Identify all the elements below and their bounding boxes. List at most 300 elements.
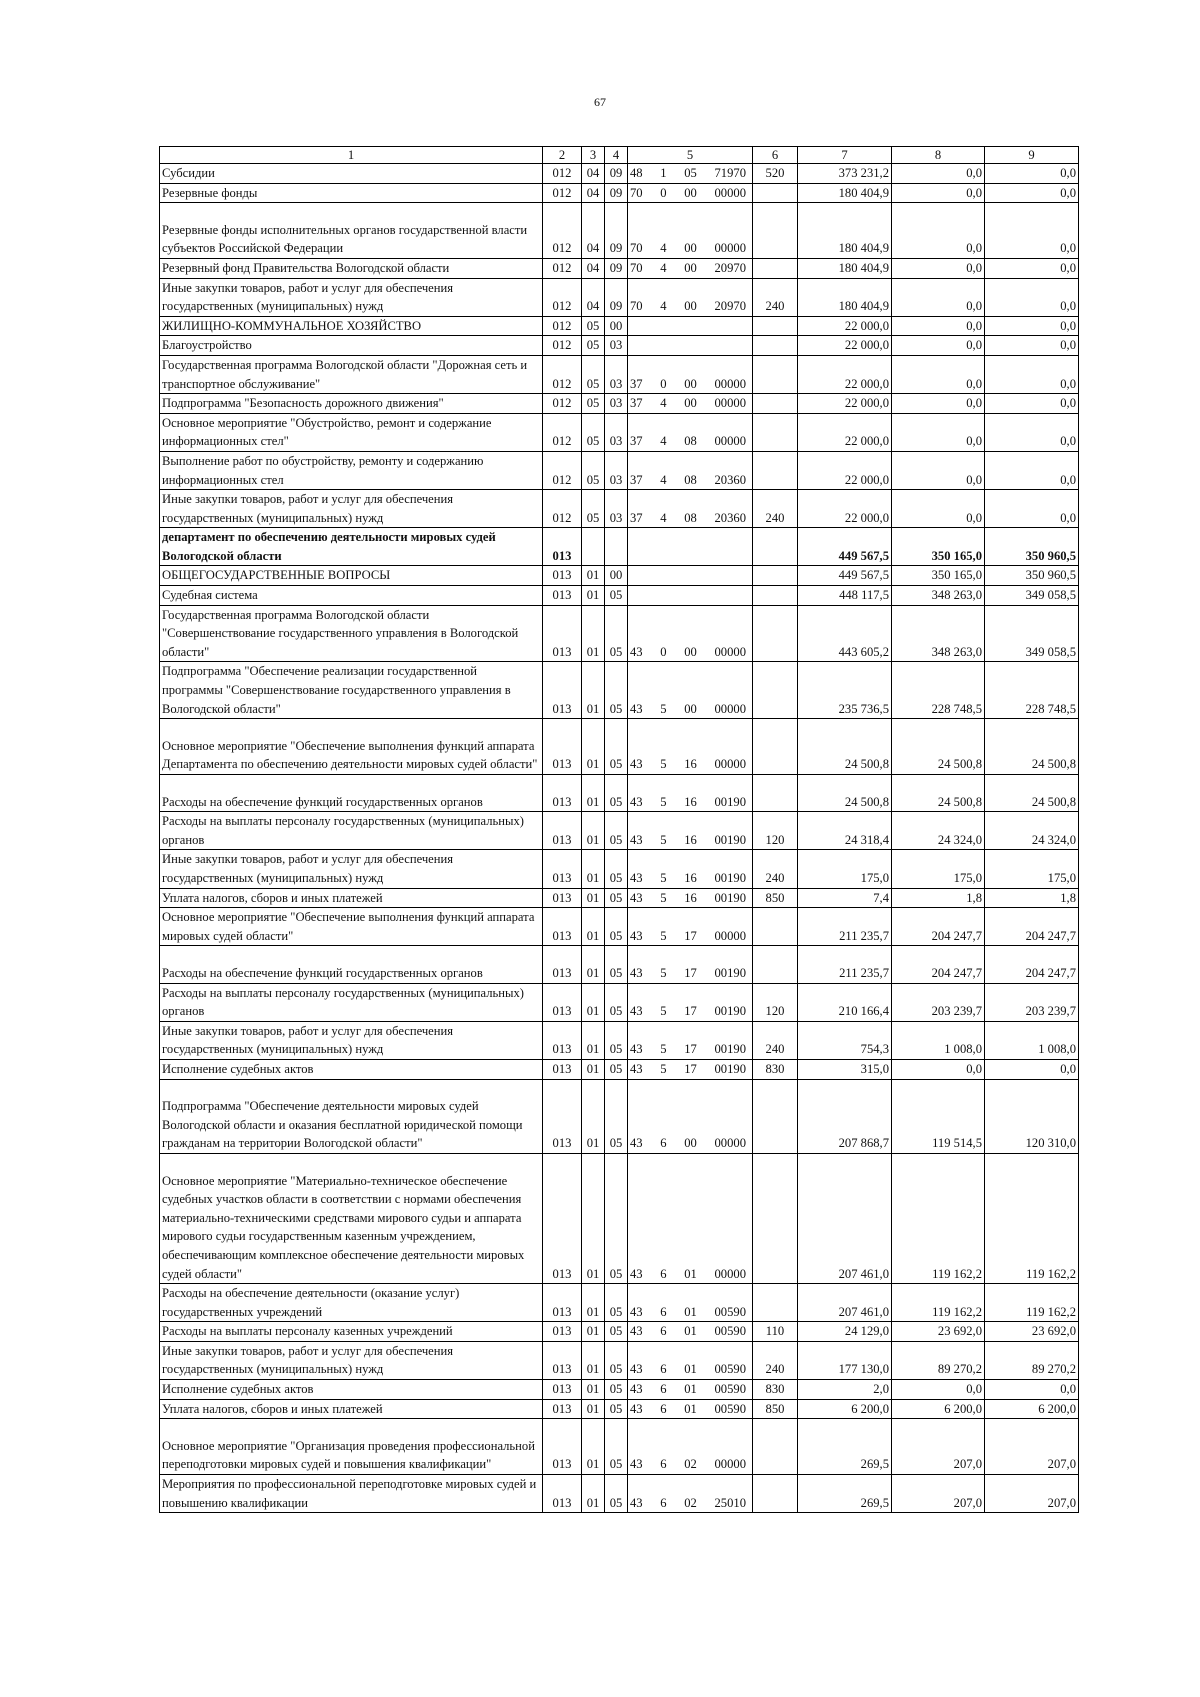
row-target-article xyxy=(628,490,753,528)
row-ministry-code: 013 xyxy=(543,1399,582,1419)
header-row xyxy=(160,147,1079,164)
row-description: Основное мероприятие "Обеспечение выполнения функций аппарата Департамента по обеспечению деятельности мировых судей области" xyxy=(160,719,543,775)
code-part: 70 xyxy=(630,299,643,314)
row-subsection-code: 05 xyxy=(605,1284,628,1322)
table-row xyxy=(160,258,1079,278)
row-subsection-code: 00 xyxy=(605,566,628,586)
row-ministry-code: 013 xyxy=(543,983,582,1021)
row-subsection-code: 05 xyxy=(605,1419,628,1475)
row-target-article xyxy=(628,528,753,566)
row-amount-year3: 1 008,0 xyxy=(985,1021,1079,1059)
row-amount-year2: 119 162,2 xyxy=(892,1153,985,1283)
row-amount-year3: 175,0 xyxy=(985,850,1079,888)
code-part: 6 xyxy=(660,1304,667,1319)
code-part: 00000 xyxy=(714,376,746,391)
row-section-code: 01 xyxy=(582,812,605,850)
row-subsection-code: 00 xyxy=(605,316,628,336)
row-description: Основное мероприятие "Организация проведения профессиональной переподготовки мировых судей и повышения квалификации" xyxy=(160,1419,543,1475)
row-description: ЖИЛИЩНО-КОММУНАЛЬНОЕ ХОЗЯЙСТВО xyxy=(160,316,543,336)
row-amount-year2: 24 324,0 xyxy=(892,812,985,850)
table-row xyxy=(160,983,1079,1021)
row-expense-type xyxy=(753,258,798,278)
code-part: 00590 xyxy=(714,1401,746,1416)
table-row xyxy=(160,1380,1079,1400)
row-description: Резервные фонды исполнительных органов государственной власти субъектов Российской Федерации xyxy=(160,203,543,259)
code-part: 4 xyxy=(660,299,667,314)
code-part: 05 xyxy=(684,166,697,180)
row-subsection-code: 09 xyxy=(605,164,628,184)
row-target-article xyxy=(628,336,753,356)
table-row xyxy=(160,888,1079,908)
row-amount-year2: 1,8 xyxy=(892,888,985,908)
target-article-code xyxy=(630,375,750,394)
row-expense-type xyxy=(753,316,798,336)
header-cell: 9 xyxy=(985,147,1079,164)
table-row xyxy=(160,451,1079,489)
row-amount-year2: 23 692,0 xyxy=(892,1322,985,1342)
row-amount-year2: 6 200,0 xyxy=(892,1399,985,1419)
code-part: 00190 xyxy=(714,965,746,980)
row-amount-year3: 207,0 xyxy=(985,1475,1079,1513)
code-part: 37 xyxy=(630,472,643,487)
row-subsection-code: 05 xyxy=(605,1059,628,1079)
row-expense-type xyxy=(753,355,798,393)
code-part: 43 xyxy=(630,757,643,772)
row-amount-year2: 348 263,0 xyxy=(892,605,985,662)
row-ministry-code: 013 xyxy=(543,1380,582,1400)
row-expense-type xyxy=(753,719,798,775)
row-amount-year2: 0,0 xyxy=(892,203,985,259)
row-amount-year2: 0,0 xyxy=(892,1380,985,1400)
row-expense-type: 120 xyxy=(753,812,798,850)
row-amount-year3: 120 310,0 xyxy=(985,1079,1079,1153)
row-amount-year1: 22 000,0 xyxy=(798,336,892,356)
code-part: 37 xyxy=(630,434,643,449)
code-part: 43 xyxy=(630,965,643,980)
row-amount-year1: 2,0 xyxy=(798,1380,892,1400)
row-section-code: 01 xyxy=(582,946,605,983)
row-ministry-code: 012 xyxy=(543,336,582,356)
row-section-code: 05 xyxy=(582,394,605,414)
code-part: 20970 xyxy=(714,299,746,314)
code-part: 20360 xyxy=(714,472,746,487)
row-ministry-code: 013 xyxy=(543,1021,582,1059)
row-target-article xyxy=(628,566,753,586)
row-amount-year3: 24 500,8 xyxy=(985,775,1079,812)
row-target-article xyxy=(628,278,753,316)
row-section-code: 01 xyxy=(582,1079,605,1153)
row-section-code: 05 xyxy=(582,451,605,489)
code-part: 5 xyxy=(660,1004,667,1019)
code-part: 5 xyxy=(660,757,667,772)
table-row xyxy=(160,605,1079,662)
row-amount-year1: 22 000,0 xyxy=(798,355,892,393)
row-subsection-code: 05 xyxy=(605,1475,628,1513)
table-row xyxy=(160,355,1079,393)
row-amount-year2: 0,0 xyxy=(892,316,985,336)
row-description: департамент по обеспечению деятельности мировых судей Вологодской области xyxy=(160,528,543,566)
header-cell: 3 xyxy=(582,147,605,164)
code-part: 00000 xyxy=(714,185,746,200)
target-article-code xyxy=(630,831,750,850)
row-amount-year3: 24 324,0 xyxy=(985,812,1079,850)
row-subsection-code: 03 xyxy=(605,490,628,528)
code-part: 00 xyxy=(684,701,697,716)
code-part: 00590 xyxy=(714,1362,746,1377)
row-amount-year2: 0,0 xyxy=(892,490,985,528)
code-part: 5 xyxy=(660,871,667,885)
code-part: 01 xyxy=(684,1382,697,1397)
target-article-code xyxy=(630,394,750,413)
row-amount-year3: 1,8 xyxy=(985,888,1079,908)
row-amount-year1: 180 404,9 xyxy=(798,258,892,278)
target-article-code xyxy=(630,869,750,888)
code-part: 6 xyxy=(660,1495,667,1510)
row-amount-year3: 0,0 xyxy=(985,1059,1079,1079)
row-target-article xyxy=(628,908,753,946)
row-section-code: 05 xyxy=(582,355,605,393)
row-section-code: 01 xyxy=(582,1419,605,1475)
row-expense-type: 120 xyxy=(753,983,798,1021)
row-subsection-code: 05 xyxy=(605,775,628,812)
row-target-article xyxy=(628,1059,753,1079)
code-part: 00590 xyxy=(714,1382,746,1397)
code-part: 4 xyxy=(660,434,667,449)
row-amount-year3: 0,0 xyxy=(985,203,1079,259)
code-part: 6 xyxy=(660,1136,667,1151)
row-description: Субсидии xyxy=(160,164,543,184)
row-subsection-code: 05 xyxy=(605,586,628,606)
target-article-code xyxy=(630,432,750,451)
table-row xyxy=(160,1322,1079,1342)
code-part: 43 xyxy=(630,794,643,809)
row-amount-year1: 24 129,0 xyxy=(798,1322,892,1342)
row-expense-type xyxy=(753,183,798,203)
code-part: 20360 xyxy=(714,510,746,525)
row-amount-year1: 207 461,0 xyxy=(798,1153,892,1283)
row-amount-year3: 0,0 xyxy=(985,278,1079,316)
code-part: 08 xyxy=(684,472,697,487)
row-subsection-code: 05 xyxy=(605,605,628,662)
row-amount-year1: 373 231,2 xyxy=(798,164,892,184)
row-ministry-code: 012 xyxy=(543,203,582,259)
table-row xyxy=(160,490,1079,528)
code-part: 0 xyxy=(660,376,667,391)
table-row xyxy=(160,1284,1079,1322)
row-section-code: 01 xyxy=(582,662,605,719)
row-amount-year2: 350 165,0 xyxy=(892,528,985,566)
target-article-code xyxy=(630,239,750,258)
code-part: 00 xyxy=(684,299,697,314)
target-article-code xyxy=(630,471,750,490)
table-row xyxy=(160,908,1079,946)
table-row xyxy=(160,164,1079,184)
code-part: 43 xyxy=(630,1304,643,1319)
row-expense-type: 110 xyxy=(753,1322,798,1342)
code-part: 17 xyxy=(684,1061,697,1076)
row-ministry-code: 013 xyxy=(543,1322,582,1342)
table-row xyxy=(160,850,1079,888)
code-part: 01 xyxy=(684,1304,697,1319)
row-amount-year2: 0,0 xyxy=(892,1059,985,1079)
row-description: Государственная программа Вологодской области "Совершенствование государственного управления в Вологодской области" xyxy=(160,605,543,662)
row-target-article xyxy=(628,164,753,184)
row-amount-year2: 1 008,0 xyxy=(892,1021,985,1059)
row-target-article xyxy=(628,1322,753,1342)
target-article-code xyxy=(630,297,750,316)
table-row xyxy=(160,316,1079,336)
row-amount-year2: 204 247,7 xyxy=(892,908,985,946)
row-expense-type: 830 xyxy=(753,1059,798,1079)
row-amount-year1: 180 404,9 xyxy=(798,183,892,203)
code-part: 01 xyxy=(684,1266,697,1281)
code-part: 43 xyxy=(630,1042,643,1057)
target-article-code xyxy=(630,1380,750,1399)
table-row xyxy=(160,586,1079,606)
code-part: 01 xyxy=(684,1401,697,1416)
target-article-code xyxy=(630,1322,750,1341)
code-part: 6 xyxy=(660,1382,667,1397)
row-target-article xyxy=(628,316,753,336)
code-part: 4 xyxy=(660,241,667,256)
row-ministry-code: 013 xyxy=(543,605,582,662)
row-section-code: 04 xyxy=(582,183,605,203)
code-part: 4 xyxy=(660,396,667,411)
row-expense-type xyxy=(753,1419,798,1475)
row-section-code: 01 xyxy=(582,888,605,908)
row-amount-year3: 228 748,5 xyxy=(985,662,1079,719)
row-amount-year1: 175,0 xyxy=(798,850,892,888)
row-amount-year1: 207 461,0 xyxy=(798,1284,892,1322)
code-part: 5 xyxy=(660,701,667,716)
row-description: Иные закупки товаров, работ и услуг для обеспечения государственных (муниципальных) нужд xyxy=(160,278,543,316)
row-amount-year1: 24 500,8 xyxy=(798,775,892,812)
row-amount-year3: 0,0 xyxy=(985,258,1079,278)
row-amount-year3: 350 960,5 xyxy=(985,566,1079,586)
row-amount-year3: 0,0 xyxy=(985,336,1079,356)
row-target-article xyxy=(628,451,753,489)
code-part: 5 xyxy=(660,1042,667,1057)
row-section-code: 01 xyxy=(582,586,605,606)
row-amount-year1: 448 117,5 xyxy=(798,586,892,606)
row-description: Подпрограмма "Обеспечение реализации государственной программы "Совершенствование государственного управления в Вологодской области" xyxy=(160,662,543,719)
row-expense-type: 240 xyxy=(753,490,798,528)
row-section-code: 01 xyxy=(582,983,605,1021)
row-section-code: 01 xyxy=(582,908,605,946)
code-part: 70 xyxy=(630,241,643,256)
row-target-article xyxy=(628,1079,753,1153)
row-description: Благоустройство xyxy=(160,336,543,356)
code-part: 4 xyxy=(660,510,667,525)
target-article-code xyxy=(630,643,750,662)
row-target-article xyxy=(628,983,753,1021)
row-amount-year2: 207,0 xyxy=(892,1475,985,1513)
row-ministry-code: 013 xyxy=(543,1419,582,1475)
row-amount-year3: 24 500,8 xyxy=(985,719,1079,775)
target-article-code xyxy=(630,1455,750,1474)
row-target-article xyxy=(628,355,753,393)
code-part: 43 xyxy=(630,644,643,659)
row-subsection-code: 05 xyxy=(605,908,628,946)
row-amount-year1: 22 000,0 xyxy=(798,394,892,414)
code-part: 43 xyxy=(630,701,643,716)
row-amount-year2: 204 247,7 xyxy=(892,946,985,983)
code-part: 43 xyxy=(630,832,643,847)
code-part: 0 xyxy=(660,644,667,659)
budget-table-container xyxy=(159,146,1078,1513)
table-body xyxy=(160,164,1079,1513)
row-amount-year3: 349 058,5 xyxy=(985,586,1079,606)
code-part: 43 xyxy=(630,871,643,885)
row-amount-year2: 175,0 xyxy=(892,850,985,888)
code-part: 37 xyxy=(630,510,643,525)
target-article-code xyxy=(630,1040,750,1059)
row-subsection-code: 03 xyxy=(605,451,628,489)
row-expense-type: 240 xyxy=(753,1341,798,1379)
row-ministry-code: 012 xyxy=(543,278,582,316)
header-cell: 2 xyxy=(543,147,582,164)
row-expense-type xyxy=(753,528,798,566)
row-description: Судебная система xyxy=(160,586,543,606)
row-description: Резервные фонды xyxy=(160,183,543,203)
row-subsection-code: 05 xyxy=(605,850,628,888)
row-amount-year2: 119 514,5 xyxy=(892,1079,985,1153)
code-part: 0 xyxy=(660,185,667,200)
row-expense-type xyxy=(753,586,798,606)
row-amount-year3: 204 247,7 xyxy=(985,908,1079,946)
row-description: Уплата налогов, сборов и иных платежей xyxy=(160,888,543,908)
page-number: 67 xyxy=(594,95,606,109)
row-description: Иные закупки товаров, работ и услуг для обеспечения государственных (муниципальных) нужд xyxy=(160,1341,543,1379)
row-ministry-code: 013 xyxy=(543,719,582,775)
row-subsection-code: 05 xyxy=(605,1021,628,1059)
row-target-article xyxy=(628,1284,753,1322)
row-amount-year1: 177 130,0 xyxy=(798,1341,892,1379)
row-subsection-code: 05 xyxy=(605,662,628,719)
row-amount-year2: 0,0 xyxy=(892,278,985,316)
row-amount-year3: 207,0 xyxy=(985,1419,1079,1475)
row-section-code: 01 xyxy=(582,775,605,812)
row-amount-year3: 89 270,2 xyxy=(985,1341,1079,1379)
code-part: 17 xyxy=(684,1042,697,1057)
row-amount-year1: 443 605,2 xyxy=(798,605,892,662)
target-article-code xyxy=(630,1303,750,1322)
row-subsection-code: 05 xyxy=(605,1399,628,1419)
row-section-code: 01 xyxy=(582,1284,605,1322)
row-ministry-code: 012 xyxy=(543,183,582,203)
row-expense-type: 520 xyxy=(753,164,798,184)
row-amount-year1: 235 736,5 xyxy=(798,662,892,719)
code-part: 16 xyxy=(684,871,697,885)
row-ministry-code: 013 xyxy=(543,528,582,566)
row-amount-year2: 0,0 xyxy=(892,336,985,356)
code-part: 00 xyxy=(684,260,697,275)
row-target-article xyxy=(628,258,753,278)
row-ministry-code: 013 xyxy=(543,908,582,946)
row-description: Иные закупки товаров, работ и услуг для обеспечения государственных (муниципальных) нужд xyxy=(160,490,543,528)
row-description: Основное мероприятие "Обустройство, ремонт и содержание информационных стел" xyxy=(160,413,543,451)
table-row xyxy=(160,1153,1079,1283)
row-target-article xyxy=(628,812,753,850)
target-article-code xyxy=(630,164,750,183)
row-amount-year2: 24 500,8 xyxy=(892,775,985,812)
row-section-code: 01 xyxy=(582,1380,605,1400)
row-expense-type xyxy=(753,946,798,983)
row-section-code: 05 xyxy=(582,336,605,356)
row-amount-year1: 210 166,4 xyxy=(798,983,892,1021)
row-target-article xyxy=(628,605,753,662)
row-expense-type xyxy=(753,775,798,812)
code-part: 02 xyxy=(684,1457,697,1472)
row-expense-type xyxy=(753,336,798,356)
row-ministry-code: 013 xyxy=(543,586,582,606)
row-amount-year2: 0,0 xyxy=(892,413,985,451)
row-expense-type xyxy=(753,1284,798,1322)
code-part: 6 xyxy=(660,1401,667,1416)
row-expense-type xyxy=(753,908,798,946)
row-amount-year1: 211 235,7 xyxy=(798,946,892,983)
code-part: 25010 xyxy=(714,1495,746,1510)
row-ministry-code: 013 xyxy=(543,946,582,983)
code-part: 00000 xyxy=(714,1136,746,1151)
row-amount-year2: 0,0 xyxy=(892,355,985,393)
target-article-code xyxy=(630,509,750,528)
row-section-code: 04 xyxy=(582,164,605,184)
row-amount-year2: 203 239,7 xyxy=(892,983,985,1021)
row-expense-type xyxy=(753,566,798,586)
row-expense-type xyxy=(753,394,798,414)
code-part: 5 xyxy=(660,832,667,847)
code-part: 00590 xyxy=(714,1304,746,1319)
row-ministry-code: 012 xyxy=(543,355,582,393)
row-amount-year3: 0,0 xyxy=(985,413,1079,451)
row-description: Мероприятия по профессиональной переподготовке мировых судей и повышению квалификации xyxy=(160,1475,543,1513)
row-description: Исполнение судебных актов xyxy=(160,1380,543,1400)
row-expense-type xyxy=(753,1153,798,1283)
code-part: 43 xyxy=(630,1324,643,1339)
row-target-article xyxy=(628,203,753,259)
table-row xyxy=(160,203,1079,259)
row-ministry-code: 012 xyxy=(543,451,582,489)
table-row xyxy=(160,1021,1079,1059)
row-description: Расходы на выплаты персоналу государственных (муниципальных) органов xyxy=(160,983,543,1021)
code-part: 16 xyxy=(684,757,697,772)
code-part: 43 xyxy=(630,1362,643,1377)
row-section-code: 01 xyxy=(582,1021,605,1059)
row-amount-year1: 269,5 xyxy=(798,1475,892,1513)
row-description: Подпрограмма "Обеспечение деятельности мировых судей Вологодской области и оказания бесплатной юридической помощи гражданам на территории Вологодской области" xyxy=(160,1079,543,1153)
row-amount-year1: 24 318,4 xyxy=(798,812,892,850)
table-row xyxy=(160,278,1079,316)
row-target-article xyxy=(628,775,753,812)
code-part: 43 xyxy=(630,1061,643,1076)
target-article-code xyxy=(630,1494,750,1513)
row-ministry-code: 012 xyxy=(543,490,582,528)
target-article-code xyxy=(630,755,750,774)
table-row xyxy=(160,394,1079,414)
row-ministry-code: 013 xyxy=(543,1341,582,1379)
row-amount-year2: 348 263,0 xyxy=(892,586,985,606)
row-amount-year2: 207,0 xyxy=(892,1419,985,1475)
code-part: 20970 xyxy=(714,260,746,275)
row-amount-year1: 754,3 xyxy=(798,1021,892,1059)
row-section-code: 01 xyxy=(582,1322,605,1342)
table-row xyxy=(160,1341,1079,1379)
row-target-article xyxy=(628,662,753,719)
row-subsection-code: 05 xyxy=(605,1341,628,1379)
row-amount-year1: 449 567,5 xyxy=(798,566,892,586)
row-amount-year3: 0,0 xyxy=(985,1380,1079,1400)
